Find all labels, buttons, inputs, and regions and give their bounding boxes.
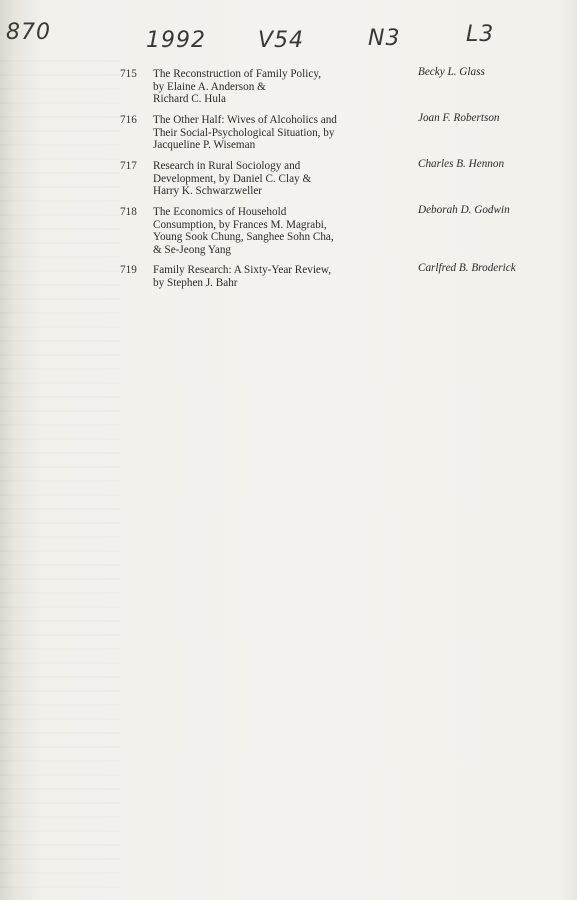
book-title-and-authors: The Other Half: Wives of Alcoholics and Their Social-Psychological Situation, by Jacqueline P. Wiseman — [153, 114, 337, 152]
review-entry — [120, 160, 570, 206]
page-number: 715 — [120, 68, 137, 80]
page-number: 718 — [120, 206, 137, 218]
reviewer-name: Carlfred B. Broderick — [418, 262, 516, 274]
handwritten-call-number: 870 — [6, 20, 51, 45]
reviewer-name: Joan F. Robertson — [418, 112, 500, 124]
book-title-and-authors: The Reconstruction of Family Policy, by Elaine A. Anderson & Richard C. Hula — [153, 68, 321, 106]
review-entry — [120, 68, 570, 114]
review-entry — [120, 264, 570, 310]
book-review-list — [120, 68, 570, 310]
book-title-and-authors: Family Research: A Sixty-Year Review, by Stephen J. Bahr — [153, 264, 332, 289]
review-entry — [120, 114, 570, 160]
review-entry — [120, 206, 570, 264]
reviewer-name: Deborah D. Godwin — [418, 204, 510, 216]
show-through-texture — [0, 60, 120, 900]
book-title-and-authors: Research in Rural Sociology and Development, by Daniel C. Clay & Harry K. Schwarzweller — [153, 160, 312, 198]
book-title-and-authors: The Economics of Household Consumption, by Frances M. Magrabi, Young Sook Chung, Sanghee Sohn Cha, & Se-Jeong Yang — [153, 206, 334, 256]
reviewer-name: Becky L. Glass — [418, 66, 485, 78]
page-number: 716 — [120, 114, 137, 126]
handwritten-annotation — [0, 20, 577, 60]
page-number: 717 — [120, 160, 137, 172]
reviewer-name: Charles B. Hennon — [418, 158, 505, 170]
page-number: 719 — [120, 264, 137, 276]
handwritten-year: 1992 — [146, 28, 206, 53]
handwritten-volume: V54 — [258, 28, 305, 53]
handwritten-number: N3 — [368, 26, 401, 51]
handwritten-letter: L3 — [466, 22, 495, 47]
